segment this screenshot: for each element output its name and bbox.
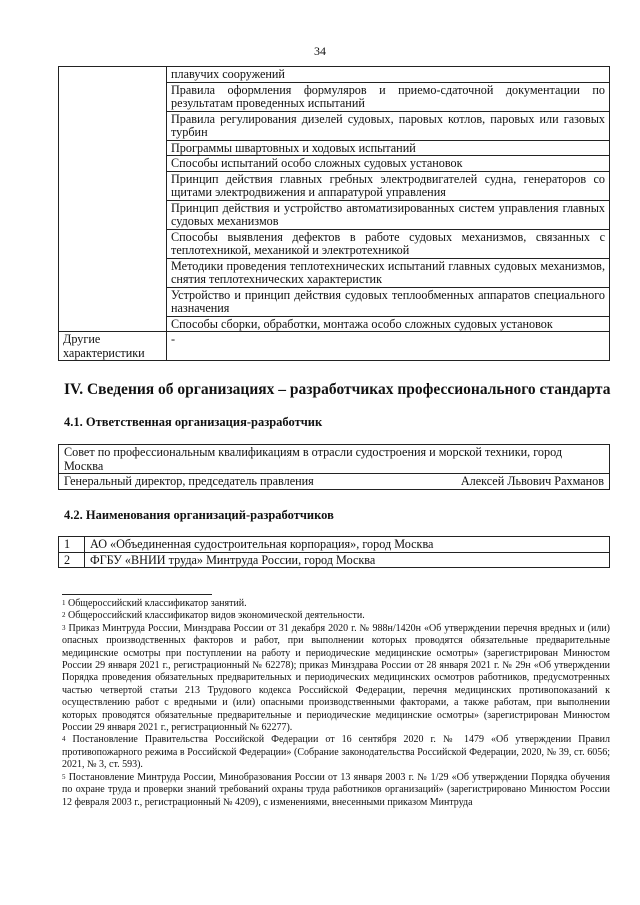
table-cell: Способы испытаний особо сложных судовых установок <box>167 156 610 172</box>
table-cell: Правила оформления формуляров и приемо-сдаточной документации по результатам проведенных испытаний <box>167 82 610 111</box>
developer-name: ФГБУ «ВНИИ труда» Минтруда России, город Москва <box>85 552 610 568</box>
signer-name: Алексей Львович Рахманов <box>460 474 604 488</box>
signer-position: Генеральный директор, председатель правления <box>64 474 314 488</box>
table-cell: плавучих сооружений <box>167 67 610 83</box>
footnote-mark: 2 <box>62 611 66 620</box>
other-characteristics-label: Другие характеристики <box>59 332 167 361</box>
footnote-mark: 5 <box>62 772 66 781</box>
responsible-org-name: Совет по профессиональным квалификациям в отрасли судостроения и морской техники, город Москва <box>59 445 610 474</box>
table-cell-empty <box>59 67 167 332</box>
footnote <box>62 598 610 610</box>
footnote <box>62 734 610 771</box>
table-cell: Принцип действия и устройство автоматизированных систем управления главных судовых механизмов <box>167 200 610 229</box>
footnote <box>62 623 610 735</box>
developers-table <box>58 536 610 568</box>
footnote-text: Общероссийский классификатор занятий. <box>68 598 247 609</box>
table-cell: Способы выявления дефектов в работе судовых механизмов, связанных с теплотехникой, механикой и электротехникой <box>167 229 610 258</box>
table-cell: Принцип действия главных гребных электродвигателей судна, генераторов со щитами электродвижения и аппаратурой управления <box>167 171 610 200</box>
required-knowledge-table <box>58 66 610 361</box>
table-cell: Программы швартовных и ходовых испытаний <box>167 140 610 156</box>
table-cell: Правила регулирования дизелей судовых, паровых котлов, паровых или газовых турбин <box>167 111 610 140</box>
page-number: 34 <box>314 44 326 58</box>
footnote-mark: 4 <box>62 735 66 744</box>
table-cell: Устройство и принцип действия судовых теплообменных аппаратов специального назначения <box>167 287 610 316</box>
footnote-text: Постановление Минтруда России, Минобразования России от 13 января 2003 г. № 1/29 «Об утверждении Порядка обучения по охране труда и проверки знаний требований охраны труда работников организаций» (зарегистрировано Минюстом России 12 февраля 2003 г., регистрационный № 4209), с изменениями, внесенными приказом Минтруда <box>62 771 611 808</box>
footnotes <box>62 598 610 809</box>
footnote-mark: 3 <box>62 623 66 632</box>
section-title: IV. Сведения об организациях – разработчиках профессионального стандарта <box>64 381 611 398</box>
responsible-org-table <box>58 444 610 490</box>
footnote-text: Постановление Правительства Российской Федерации от 16 сентября 2020 г. № 1479 «Об утверждении Правил противопожарного режима в Российской Федерации» (Собрание законодательства Российской Федерации, 2020, № 39, ст. 6056; 2021, № 3, ст. 593). <box>62 734 611 771</box>
table-cell: Методики проведения теплотехнических испытаний главных судовых механизмов, снятия теплотехнических характеристик <box>167 258 610 287</box>
table-row <box>59 552 610 568</box>
footnote <box>62 610 610 622</box>
developers-heading: 4.2. Наименования организаций-разработчиков <box>64 508 334 522</box>
table-row <box>59 474 610 490</box>
footnote-mark: 1 <box>62 599 66 607</box>
footnote-text: Общероссийский классификатор видов экономической деятельности. <box>68 610 365 622</box>
table-row <box>59 537 610 553</box>
other-characteristics-value: - <box>167 332 610 361</box>
footnote-text: Приказ Минтруда России, Минздрава России от 31 декабря 2020 г. № 988н/1420н «Об утверждении перечня вредных и (или) опасных производственных факторов и работ, при выполнении которых проводятся обязательные предварительные медицинские осмотры при поступлении на работу и периодические медицинские осмотры» (зарегистрирован Минюстом России 29 января 2021 г., регистрационный № 62278); приказ Минздрава России от 28 января 2021 г. № 29н «Об утверждении Порядка проведения обязательных предварительных и периодических медицинских осмотров работников, предусмотренных частью четвертой статьи 213 Трудового кодекса Российской Федерации, перечня медицинских противопоказаний к осуществлению работ с вредными и (или) опасными производственными факторами, а также работам, при выполнении которых проводятся обязательные предварительные и периодические медицинские осмотры» (зарегистрирован Минюстом России 29 января 2021 г., регистрационный № 62277). <box>62 622 610 734</box>
developer-number: 1 <box>59 537 85 553</box>
table-cell: Способы сборки, обработки, монтажа особо сложных судовых установок <box>167 316 610 332</box>
signer-cell <box>59 474 610 490</box>
footnote-divider <box>62 594 212 595</box>
developer-number: 2 <box>59 552 85 568</box>
developer-name: АО «Объединенная судостроительная корпорация», город Москва <box>85 537 610 553</box>
footnote <box>62 772 610 809</box>
table-row <box>59 332 610 361</box>
table-row <box>59 445 610 474</box>
table-row <box>59 67 610 83</box>
responsible-org-heading: 4.1. Ответственная организация-разработчик <box>64 415 323 429</box>
